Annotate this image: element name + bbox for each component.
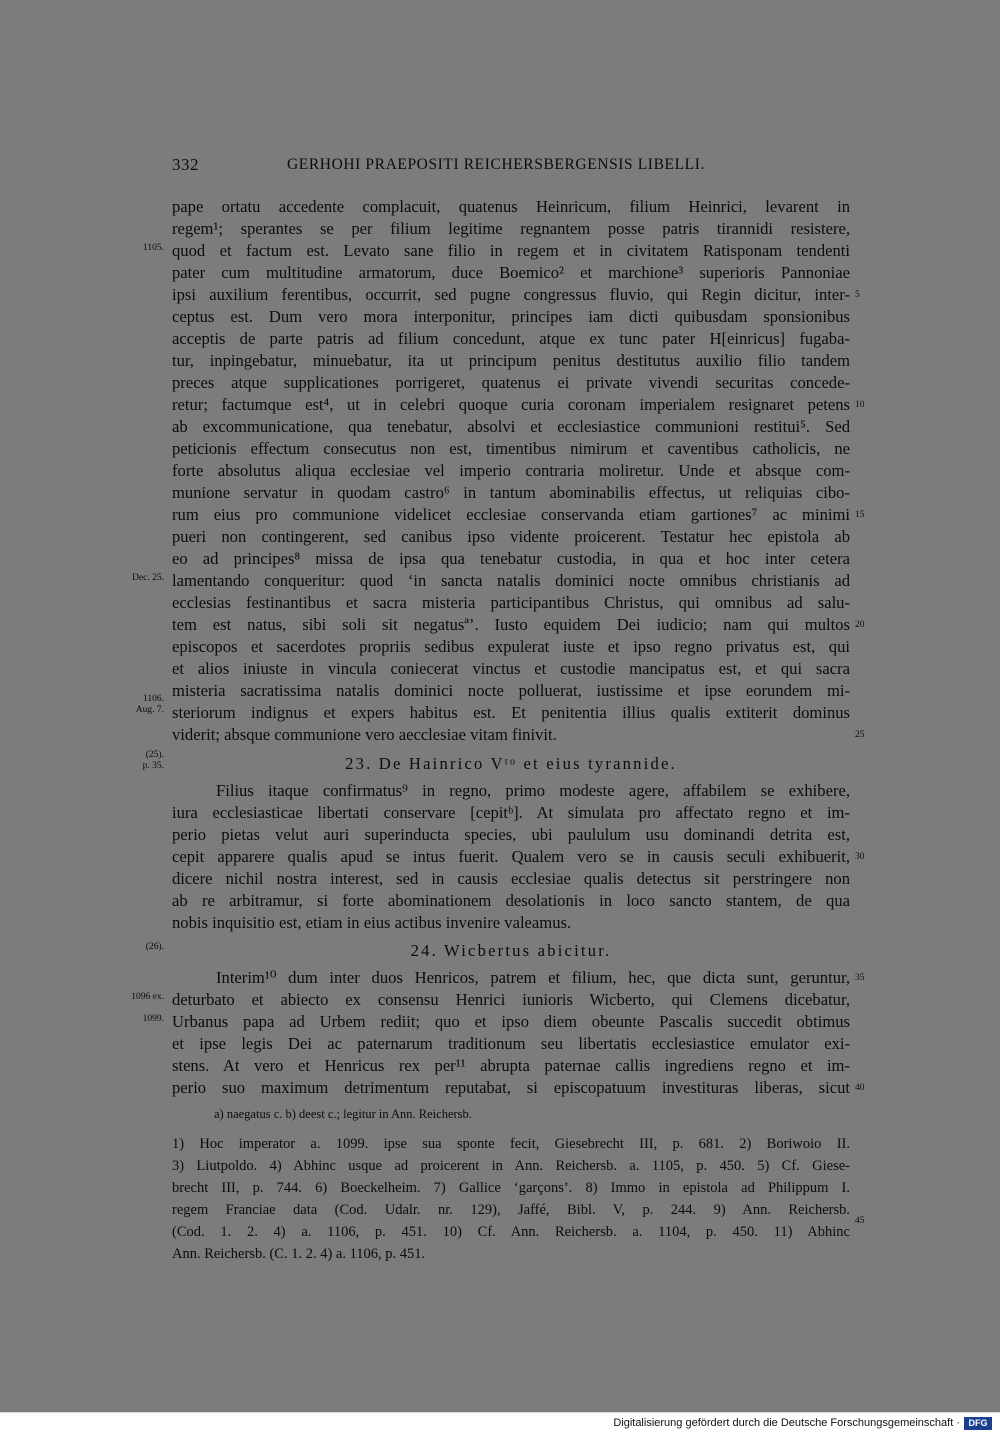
margin-source: (26). [145, 942, 164, 952]
section-23-line: Filius itaque confirmatus⁹ in regno, primo modeste agere, affabilem se exhibere, [216, 781, 850, 800]
section-23-line: ab re arbitramur, si forte abominationem desolationis in loco sancto stantem, de qua [172, 891, 850, 910]
body-line: et alios iniuste in vincula coniecerat vinctus et custodie mancipatus est, et qui sacra [172, 659, 850, 678]
body-line: viderit; absque communione vero aecclesiae vitam finivit. [172, 725, 557, 744]
section-23-line: iura ecclesiasticae libertati conservare [cepitᵇ]. At simulata pro affectato regno et im- [172, 803, 850, 822]
section-23-line: perio pietas velut auri superinducta species, ubi paululum usu dominandi detrita est, [172, 825, 850, 844]
body-line: ecclesias festinantibus et sacra misteria participantibus Christus, qui omnibus ad salu- [172, 593, 850, 612]
body-line: tur, inpingebatur, minuebatur, ita ut principum penitus destitutus auxilio filio tandem [172, 351, 850, 370]
section-24-line: perio suo maximum detrimentum reputabat, si episcopatuum investituras liberas, sicut [172, 1078, 850, 1097]
body-line: misteria sacratissima natalis dominici nocte polluerat, iustissime et ipse eorundem mi- [172, 681, 850, 700]
body-line: regem¹; sperantes se per filium legitime regnantem posse patris tirannidi resistere, [172, 219, 850, 238]
body-line: retur; factumque est⁴, ut in celebri quoque curia coronam imperialem resignaret petens [172, 395, 850, 414]
body-line: ab excommunicatione, qua tenebatur, absolvi et ecclesiastice communioni restitui⁵. Sed [172, 417, 850, 436]
margin-date: Dec. 25. [132, 573, 164, 583]
line-number: 15 [855, 510, 865, 520]
section-24-line: stens. At vero et Henricus rex per¹¹ abrupta paternae callis ingrediens regno et im- [172, 1056, 850, 1075]
body-line: quod et factum est. Levato sane filio in regem et in civitatem Ratisponam tendenti [172, 241, 850, 260]
margin-date: 1099. [142, 1014, 164, 1024]
section-heading-23: 23. De Hainrico Vᵗᵒ et eius tyrannide. [345, 754, 677, 773]
body-line: rum eius pro communione videlicet ecclesiae conservanda etiam gartiones⁷ ac minimi [172, 505, 850, 524]
page-number: 332 [172, 155, 199, 174]
line-number: 5 [855, 290, 860, 300]
critical-apparatus: a) naegatus c. b) deest c.; legitur in Ann. Reichersb. [214, 1107, 472, 1121]
section-heading-24: 24. Wicbertus abicitur. [410, 941, 612, 960]
body-line: pueri non contingerent, sed canibus ipso vidente proicerent. Testatur hec epistola ab [172, 527, 850, 546]
section-24-line: Interim¹⁰ dum inter duos Henricos, patrem et filium, hec, que dicta sunt, geruntur, [216, 968, 850, 987]
footnote-line: 3) Liutpoldo. 4) Abhinc usque ad proicerent in Ann. Reichersb. a. 1105, p. 450. 5) Cf. Giese- [172, 1158, 850, 1174]
footnote-line: (Cod. 1. 2. 4) a. 1106, p. 451. 10) Cf. Ann. Reichersb. a. 1104, p. 450. 11) Abhinc [172, 1224, 850, 1240]
section-24-line: deturbato et abiecto ex consensu Henrici iunioris Wicberto, qui Clemens dicebatur, [172, 990, 850, 1009]
footnote-line: 1) Hoc imperator a. 1099. ipse sua sponte fecit, Giesebrecht III, p. 681. 2) Boriwoio II. [172, 1136, 850, 1152]
margin-date: 1096 ex. [131, 992, 164, 1002]
body-line: pater cum multitudine armatorum, duce Boemico² et marchione³ superioris Pannoniae [172, 263, 850, 282]
section-24-line: Urbanus papa ad Urbem rediit; quo et ipso diem obeunte Pascalis succedit obtimus [172, 1012, 850, 1031]
body-line: munione servatur in quodam castro⁶ in tantum abominabilis effectus, ut reliquias cibo- [172, 483, 850, 502]
body-line: ceptus est. Dum vero mora interponitur, principes iam dicti quibusdam sponsionibus [172, 307, 850, 326]
body-line: pape ortatu accedente complacuit, quatenus Heinricum, filium Heinrici, levarent in [172, 197, 850, 216]
line-number: 20 [855, 620, 865, 630]
line-number: 10 [855, 400, 865, 410]
line-number: 25 [855, 730, 865, 740]
footnote-line: brecht III, p. 744. 6) Boeckelheim. 7) Gallice ‘garçons’. 8) Immo in epistola ad Philippum I. [172, 1180, 850, 1196]
body-line: episcopos et sacerdotes propriis sedibus expulerat iuste et ipso regno privatus est, qui [172, 637, 850, 656]
line-number: 35 [855, 973, 865, 983]
body-line: preces atque supplicationes porrigeret, quatenus ei private vivendi securitas concede- [172, 373, 850, 392]
running-header [172, 155, 850, 177]
margin-source: (25). [145, 750, 164, 760]
section-23-line: dicere nichil nostra interest, sed in causis ecclesiae qualis detectus sit perstringere non [172, 869, 850, 888]
body-line: acceptis de parte patris ad filium concedunt, atque ex tunc pater H[einricus] fugaba- [172, 329, 850, 348]
body-line: peticionis effectum consecutus non est, timentibus nimirum et caventibus catholicis, ne [172, 439, 850, 458]
body-line: forte absolutus aliqua ecclesiae vel imperio contraria moliretur. Unde et absque com- [172, 461, 850, 480]
funding-notice: Digitalisierung gefördert durch die Deutsche Forschungsgemeinschaft · [613, 1417, 960, 1429]
body-line: eo ad principes⁸ missa de ipsa qua tenebatur custodia, in qua et hoc inter cetera [172, 549, 850, 568]
body-line: lamentando conqueritur: quod ‘in sancta natalis dominici nocte omnibus christianis ad [172, 571, 850, 590]
line-number: 45 [855, 1216, 865, 1226]
digitization-footer [0, 1412, 1000, 1435]
margin-date: Aug. 7. [135, 705, 164, 715]
section-23-line: cepit apparere qualis apud se intus fuerit. Qualem vero se in causis seculi exhibuerit, [172, 847, 850, 866]
body-line: ipsi auxilium ferentibus, occurrit, sed pugne congressus fluvio, qui Regin dicitur, inter- [172, 285, 850, 304]
margin-source: p. 35. [142, 761, 164, 771]
section-23-line: nobis inquisitio est, etiam in eius actibus invenire valeamus. [172, 913, 572, 932]
dfg-logo: DFG [964, 1417, 992, 1430]
body-line: tem est natus, sibi soli sit negatusª’. Iusto equidem Dei iudicio; nam qui multos [172, 615, 850, 634]
section-24-line: et ipse legis Dei ac paternarum traditionum seu libertatis ecclesiastice emulator exi- [172, 1034, 850, 1053]
body-line: steriorum indignus et expers habitus est. Et penitentia illius qualis extiterit dominus [172, 703, 850, 722]
footnote-line: regem Franciae data (Cod. Udalr. nr. 129), Jaffé, Bibl. V, p. 244. 9) Ann. Reichersb. [172, 1202, 850, 1218]
footnote-line: Ann. Reichersb. (C. 1. 2. 4) a. 1106, p. 451. [172, 1246, 426, 1262]
line-number: 40 [855, 1083, 865, 1093]
margin-date: 1106. [142, 694, 164, 704]
line-number: 30 [855, 852, 865, 862]
running-title: GERHOHI PRAEPOSITI REICHERSBERGENSIS LIBELLI. [287, 156, 705, 173]
margin-date: 1105. [142, 243, 164, 253]
